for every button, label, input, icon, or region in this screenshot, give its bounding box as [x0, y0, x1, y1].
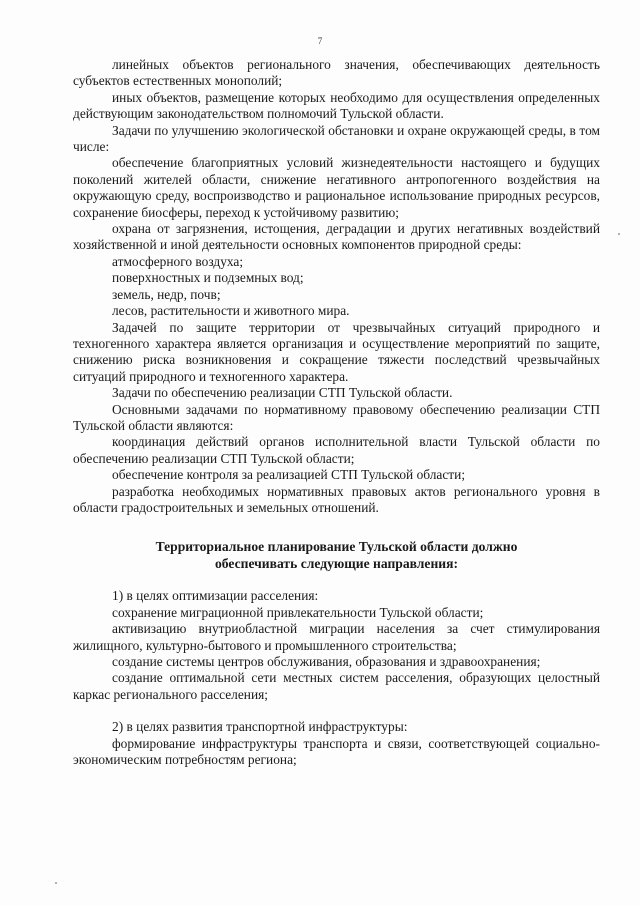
paragraph: Задачи по обеспечению реализации СТП Тульской области. — [112, 385, 453, 401]
list-item: земель, недр, почв; — [112, 286, 221, 302]
subsection-title: 2) в целях развития транспортной инфраструктуры: — [112, 719, 408, 735]
page-number: 7 — [317, 36, 323, 46]
paragraph: разработка необходимых нормативных правовых актов регионального уровня в области градостроительных и земельных отношений. — [73, 483, 600, 515]
list-item: формирование инфраструктуры транспорта и связи, соответствующей социально-экономическим потребностям региона; — [73, 735, 600, 768]
subsection-title: 1) в целях оптимизации расселения: — [112, 588, 319, 604]
paragraph: обеспечение контроля за реализацией СТП Тульской области; — [112, 467, 466, 483]
section-heading-line: обеспечивать следующие направления: — [214, 556, 459, 572]
list-item: атмосферного воздуха; — [112, 253, 244, 269]
paragraph: Задачи по улучшению экологической обстановки и охране окружающей среды, в том числе: — [73, 122, 600, 155]
section-heading — [73, 538, 600, 572]
list-item: сохранение миграционной привлекательности Тульской области; — [112, 604, 484, 620]
list-item: создание оптимальной сети местных систем расселения, образующих целостный каркас регионального расселения; — [73, 670, 600, 702]
paragraph: охрана от загрязнения, истощения, деградации и других негативных воздействий хозяйственной и иной деятельности основных компонентов природной среды: — [73, 221, 600, 253]
document-body — [73, 57, 600, 768]
paragraph: координация действий органов исполнительной власти Тульской области по обеспечению реализации СТП Тульской области; — [73, 434, 600, 466]
paragraph: Основными задачами по нормативному правовому обеспечению реализации СТП Тульской области являются: — [73, 401, 600, 433]
list-item: поверхностных и подземных вод; — [112, 270, 304, 286]
list-item: создание системы центров обслуживания, образования и здравоохранения; — [112, 654, 541, 669]
paragraph: Задачей по защите территории от чрезвычайных ситуаций природного и техногенного характера является организация и осуществление мероприятий по защите, снижению риска возникновения и сокращение тяжести последствий чрезвычайных ситуаций природного и техногенного характера. — [73, 319, 600, 384]
paragraph: иных объектов, размещение которых необходимо для осуществления определенных действующим законодательством полномочий Тульской области. — [73, 89, 600, 122]
list-item: активизацию внутриобластной миграции населения за счет стимулирования жилищного, культурно-бытового и промышленного строительства; — [73, 621, 600, 653]
list-item: лесов, растительности и животного мира. — [112, 303, 350, 319]
paragraph: обеспечение благоприятных условий жизнедеятельности настоящего и будущих поколений жителей области, снижение негативного антропогенного воздействия на окружающую среду, воспроизводство и рациональное использование природных ресурсов, сохранение биосферы, переход к устойчивому развитию; — [73, 155, 600, 220]
scan-speck — [55, 882, 57, 884]
section-heading-line: Территориальное планирование Тульской области должно — [155, 539, 518, 555]
scan-speck — [618, 233, 620, 235]
paragraph: линейных объектов регионального значения, обеспечивающих деятельность субъектов естественных монополий; — [73, 57, 600, 89]
